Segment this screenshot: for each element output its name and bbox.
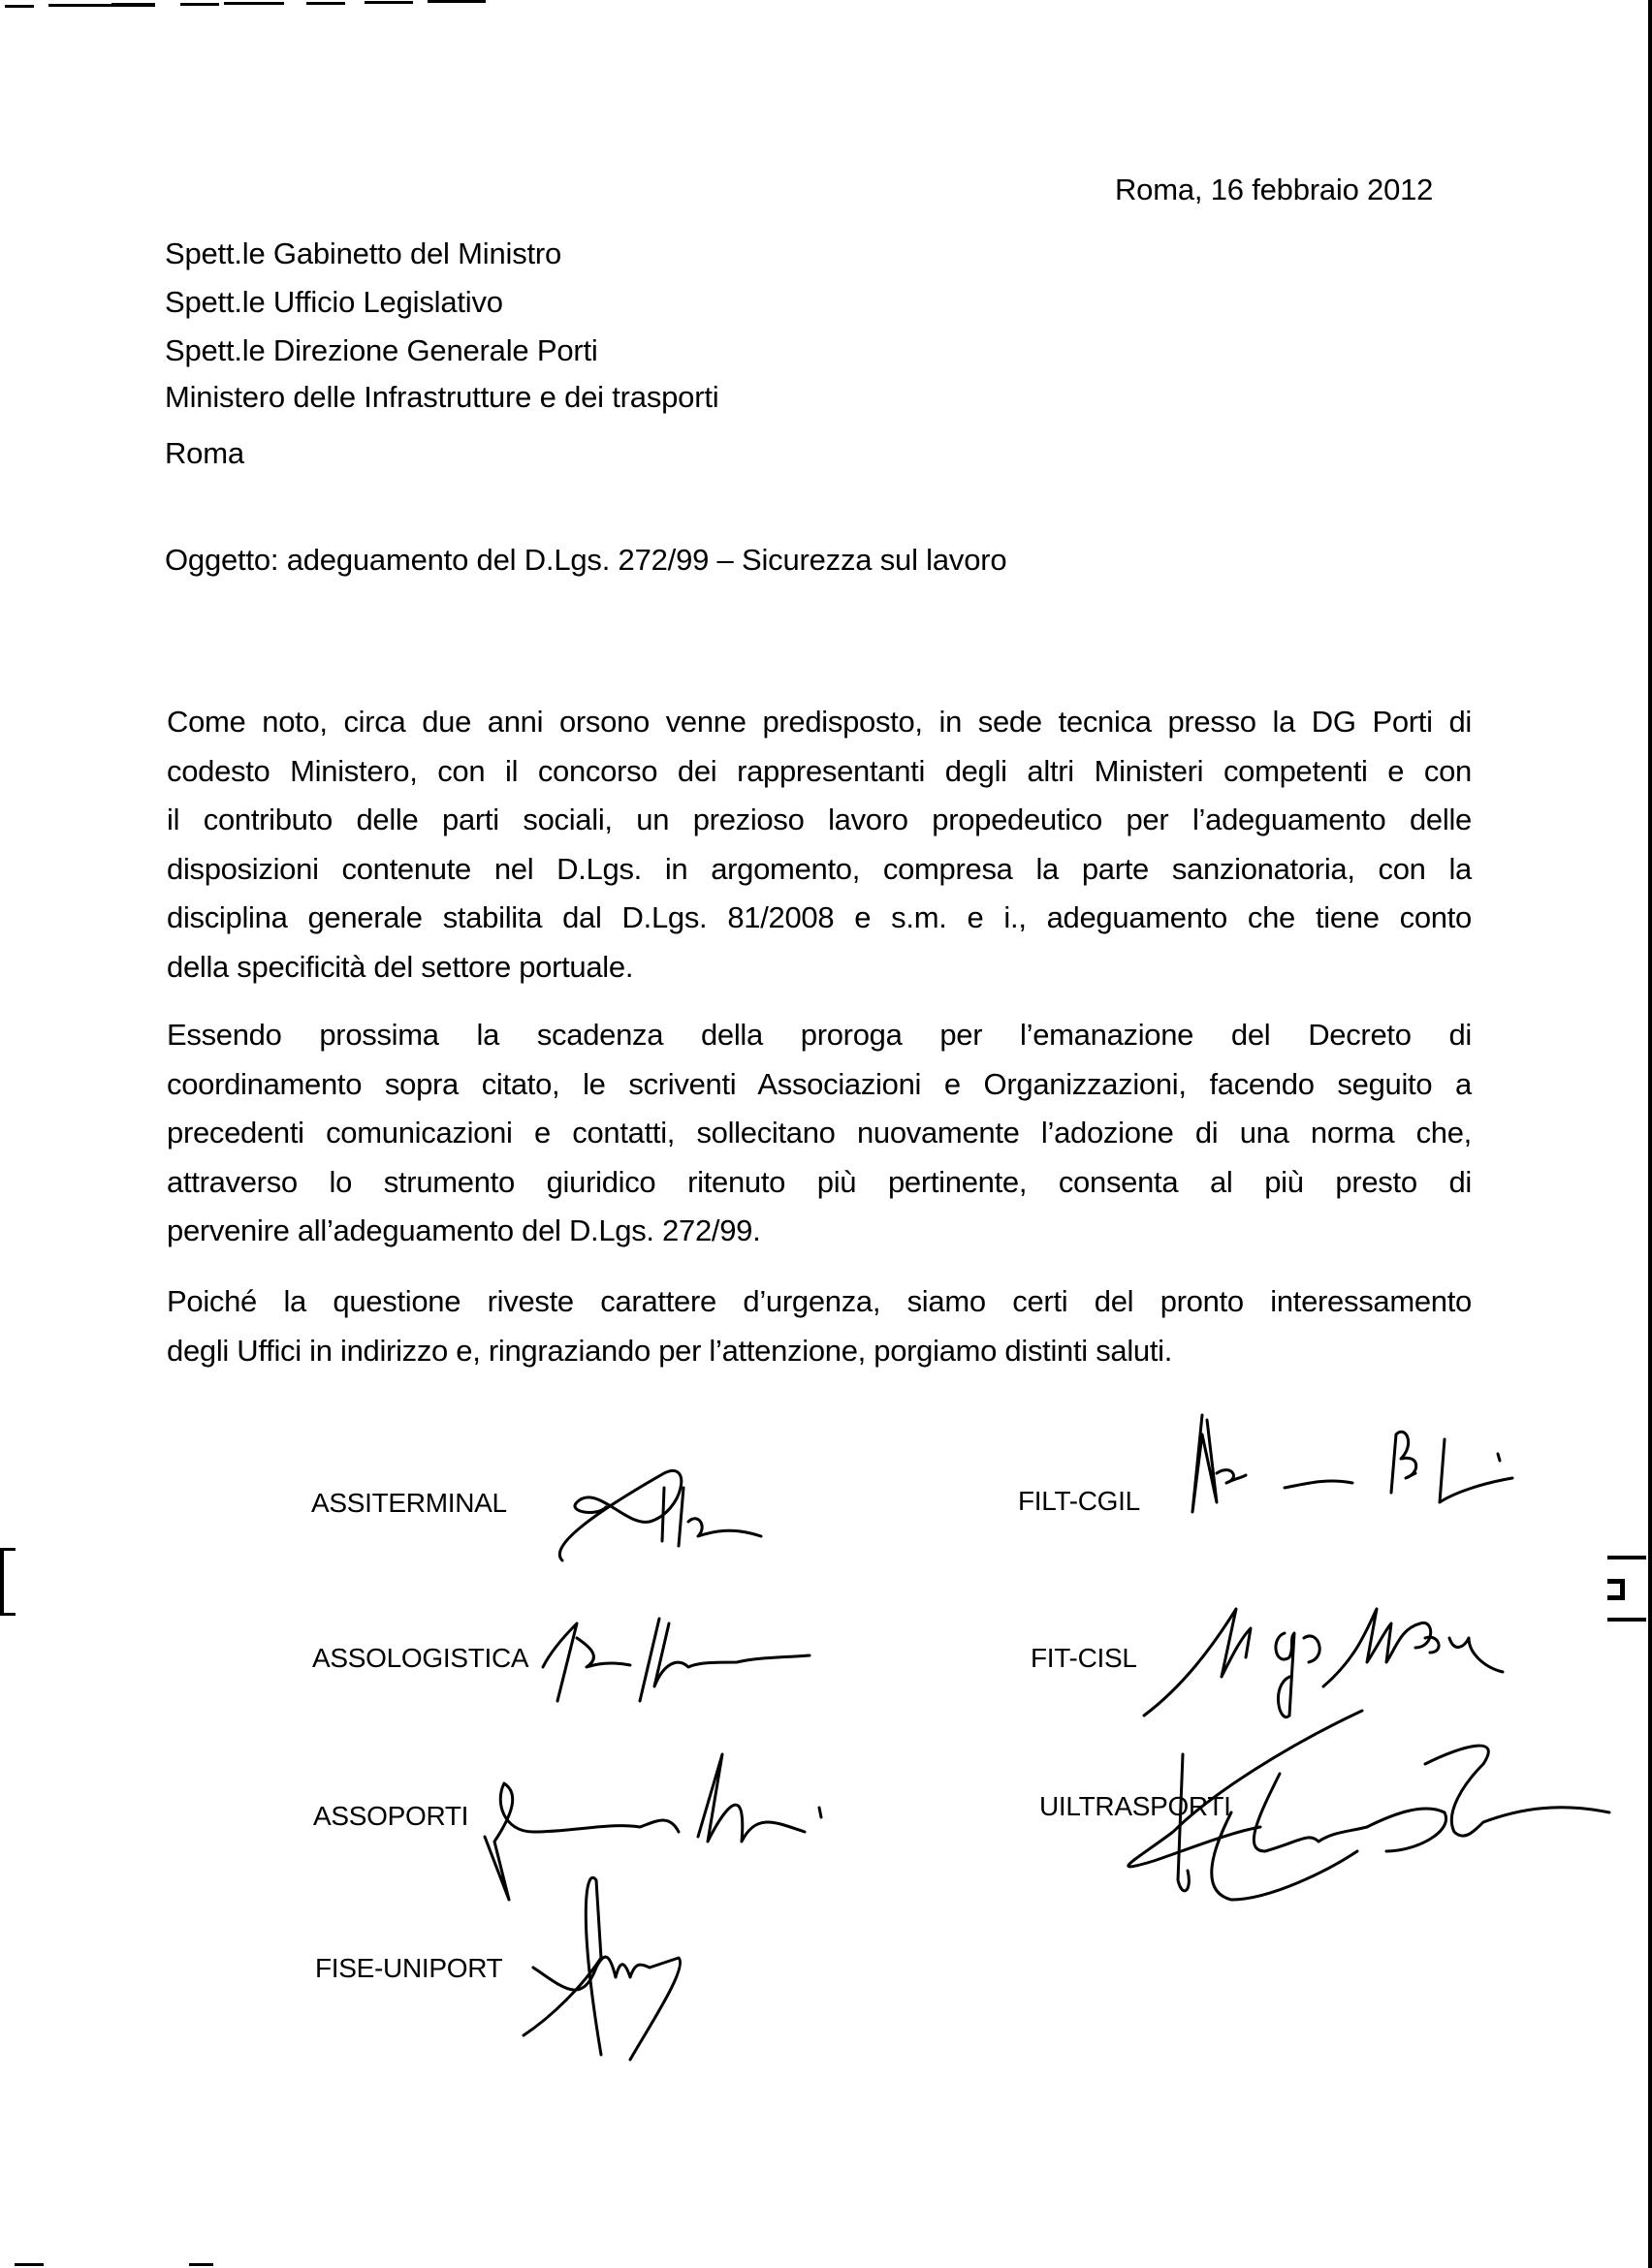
scan-artifact-line (365, 1, 413, 4)
handwritten-signature (533, 1609, 824, 1706)
handwritten-signature (504, 1871, 727, 2064)
paragraph-line: della specificità del settore portuale. (167, 949, 634, 984)
signatory-org-label: FISE-UNIPORT (315, 1953, 503, 1983)
paragraph-line: precedenti comunicazioni e contatti, sollecitano nuovamente l’adozione di una norma che, (167, 1116, 1472, 1150)
recipient-line: Spett.le Gabinetto del Ministro (165, 236, 562, 270)
paragraph-line: pervenire all’adeguamento del D.Lgs. 272/99. (167, 1213, 761, 1247)
paragraph-line: Come noto, circa due anni orsono venne predisposto, in sede tecnica presso la DG Porti di (167, 705, 1472, 739)
paragraph-line: degli Uffici in indirizzo e, ringraziando per l’attenzione, porgiamo distinti saluti. (167, 1333, 1173, 1368)
letter-date: Roma, 16 febbraio 2012 (1115, 173, 1434, 206)
handwritten-signature (1173, 1405, 1522, 1541)
recipient-line: Roma (165, 436, 244, 470)
scan-border-right (1648, 0, 1652, 2268)
body-paragraph (167, 1011, 1472, 1256)
body-paragraph (167, 698, 1472, 992)
signatory-org-label: FILT-CGIL (1018, 1486, 1140, 1516)
paragraph-line: Essendo prossima la scadenza della proroga per l’emanazione del Decreto di (167, 1018, 1472, 1052)
recipient-line: Ministero delle Infrastrutture e dei trasporti (165, 380, 719, 414)
scan-artifact-line (180, 3, 219, 6)
scan-artifact-line (111, 3, 155, 6)
scan-artifact-line (224, 2, 284, 5)
paragraph-line: attraverso lo strumento giuridico ritenuto più pertinente, consenta al più presto di (167, 1164, 1472, 1199)
handwritten-signature (538, 1454, 800, 1580)
scan-artifact-line (15, 2263, 44, 2266)
scan-artifact-bracket (0, 1548, 16, 1616)
scan-artifact-line (428, 0, 486, 3)
paragraph-line: disposizioni contenute nel D.Lgs. in argomento, compresa la parte sanzionatoria, con la (167, 851, 1472, 886)
signatory-org-label: FIT-CISL (1031, 1643, 1137, 1673)
handwritten-signature (1076, 1706, 1629, 1938)
paragraph-line: codesto Ministero, con il concorso dei rappresentanti degli altri Ministeri competenti e con (167, 753, 1472, 788)
scan-artifact-line (306, 2, 345, 5)
recipient-line: Spett.le Ufficio Legislativo (165, 285, 503, 319)
paragraph-line: disciplina generale stabilita dal D.Lgs. 81/2008 e s.m. e i., adeguamento che tiene conto (167, 900, 1472, 934)
signatory-org-label: ASSITERMINAL (311, 1488, 507, 1518)
scan-artifact-line (5, 5, 34, 8)
paragraph-line: il contributo delle parti sociali, un prezioso lavoro propedeutico per l’adeguamento delle (167, 803, 1472, 836)
signatory-org-label: UILTRASPORTI (1039, 1791, 1231, 1821)
signatory-org-label: ASSOLOGISTICA (312, 1643, 529, 1673)
handwritten-signature (1134, 1590, 1600, 1725)
recipient-line: Spett.le Direzione Generale Porti (165, 333, 598, 367)
scan-artifact-line (189, 2263, 213, 2266)
paragraph-line: coordinamento sopra citato, le scriventi Associazioni e Organizzazioni, facendo seguito a (167, 1066, 1472, 1101)
scan-artifact-bracket (1607, 1556, 1650, 1622)
body-paragraph (167, 1277, 1472, 1375)
signatory-org-label: ASSOPORTI (313, 1801, 469, 1831)
paragraph-line: Poiché la questione riveste carattere d’urgenza, siamo certi del pronto interessamento (167, 1284, 1472, 1318)
letter-subject: Oggetto: adeguamento del D.Lgs. 272/99 – Sicurezza sul lavoro (165, 543, 1007, 577)
